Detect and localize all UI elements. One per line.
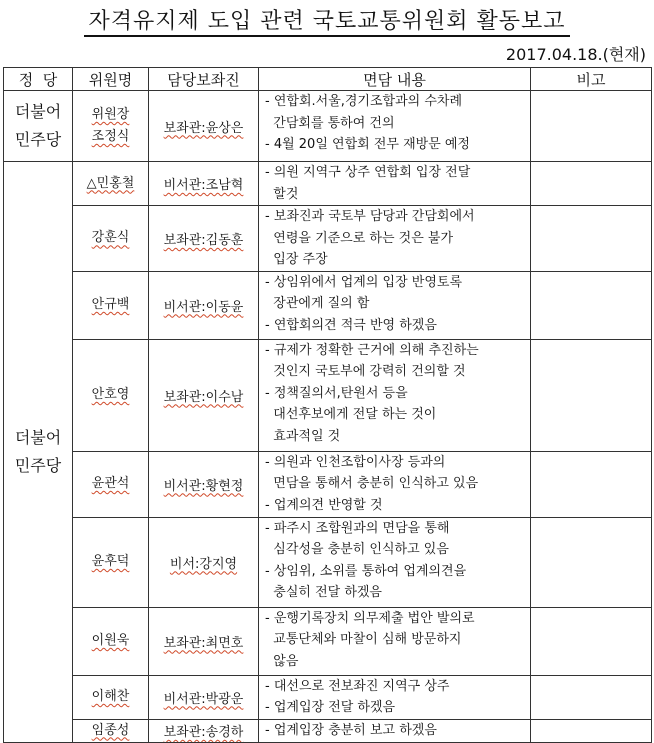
member-cell	[73, 451, 149, 517]
document-title: 자격유지제 도입 관련 국토교통위원회 활동보고	[0, 4, 654, 34]
content-cell	[259, 206, 531, 272]
table-row	[4, 271, 652, 339]
aide-name: 비서관:박광운	[163, 691, 244, 707]
member-cell	[73, 162, 149, 206]
header-aide: 담당보좌진	[149, 68, 259, 91]
content-line: 연령을 기준으로 하는 것은 불가	[265, 230, 454, 246]
aide-name: 비서:강지영	[169, 556, 238, 572]
aide-name: 비서관:황현정	[163, 478, 244, 494]
table-row	[4, 162, 652, 206]
content-line: - 보좌진과 국토부 담당과 간담회에서	[265, 209, 475, 224]
aide-cell	[149, 206, 259, 272]
content-cell	[259, 451, 531, 517]
note-cell	[531, 206, 652, 272]
member-name: 안호영	[91, 387, 130, 402]
report-date: 2017.04.18.(현재)	[505, 45, 646, 64]
content-line: - 업계의견 반영할 것	[265, 497, 383, 513]
content-line: - 연합회의견 적극 반영 하겠음	[265, 317, 437, 333]
table-row	[4, 675, 652, 719]
header-party: 정 당	[4, 68, 73, 91]
table-row	[4, 451, 652, 517]
member-name: 위원장	[91, 107, 130, 122]
content-line: - 4월 20일 연합회 전무 재방문 예정	[265, 137, 470, 152]
content-cell	[259, 719, 531, 742]
table-row	[4, 206, 652, 272]
member-cell	[73, 271, 149, 339]
table-row	[4, 607, 652, 675]
member-cell	[73, 675, 149, 719]
content-line: 않음	[265, 653, 299, 669]
content-line: 충실히 전달 하겠음	[265, 585, 382, 600]
aide-name: 비서관:이동윤	[163, 299, 244, 315]
content-line: - 연합회.서울,경기조합과의 수차례	[265, 94, 463, 109]
aide-name: 보좌관:윤상은	[163, 120, 244, 136]
member-cell	[73, 719, 149, 742]
aide-name: 보좌관:이수남	[163, 389, 244, 405]
member-cell	[73, 206, 149, 272]
content-line: 입장 주장	[265, 252, 328, 267]
member-name: 강훈식	[91, 230, 130, 246]
table-row	[4, 91, 652, 162]
aide-cell	[149, 719, 259, 742]
member-name: 임종성	[91, 722, 130, 738]
content-line: 교통단체와 마찰이 심해 방문하지	[265, 632, 462, 647]
content-cell	[259, 271, 531, 339]
aide-cell	[149, 339, 259, 451]
member-name: 조정식	[91, 129, 130, 144]
content-line: 심각성을 충분히 인식하고 있음	[265, 542, 449, 557]
content-cell	[259, 517, 531, 607]
member-name: 이원욱	[91, 633, 130, 648]
note-cell	[531, 162, 652, 206]
content-line: - 업계입장 전달 하겠음	[265, 700, 396, 715]
header-member: 위원명	[73, 68, 149, 91]
member-name: 이해찬	[91, 689, 130, 704]
content-line: - 상임위에서 업계의 입장 반영토록	[265, 274, 463, 290]
aide-cell	[149, 517, 259, 607]
content-line: 간담회를 통하여 건의	[265, 115, 395, 131]
aide-name: 보좌관:최면호	[163, 635, 244, 651]
content-line: 효과적일 것	[265, 428, 341, 444]
party-label: 민주당	[14, 455, 62, 475]
content-line: 장관에게 질의 함	[265, 296, 370, 311]
note-cell	[531, 91, 652, 162]
content-line: - 의원과 인천조합이사장 등과의	[265, 454, 446, 470]
note-cell	[531, 675, 652, 719]
content-cell	[259, 675, 531, 719]
header-content: 면담 내용	[259, 68, 531, 91]
content-line: 면담을 통해서 충분히 인식하고 있음	[265, 476, 479, 491]
aide-cell	[149, 607, 259, 675]
content-line: - 의원 지역구 상주 연합회 입장 전달	[265, 165, 471, 180]
content-cell	[259, 339, 531, 451]
member-cell	[73, 517, 149, 607]
aide-cell	[149, 162, 259, 206]
content-line: - 업계입장 충분히 보고 하겠음	[265, 722, 437, 738]
header-row	[4, 68, 652, 91]
note-cell	[531, 339, 652, 451]
activity-table	[3, 67, 652, 743]
aide-cell	[149, 271, 259, 339]
content-line: 할것	[265, 186, 299, 202]
aide-name: 보좌관:송경하	[163, 725, 244, 740]
content-line: - 대선으로 전보좌진 지역구 상주	[265, 678, 450, 694]
content-line: 것인지 국토부에 강력히 건의할 것	[265, 364, 466, 379]
member-name: 윤후덕	[91, 554, 130, 569]
content-cell	[259, 91, 531, 162]
aide-name: 보좌관:김동훈	[163, 232, 244, 248]
member-cell	[73, 607, 149, 675]
party-cell	[4, 162, 73, 743]
table-row	[4, 339, 652, 451]
content-cell	[259, 607, 531, 675]
table-row	[4, 517, 652, 607]
table-row	[4, 719, 652, 742]
member-cell	[73, 91, 149, 162]
content-line: - 운행기록장치 의무제출 법안 발의로	[265, 610, 475, 626]
party-label: 더불어	[14, 427, 62, 447]
member-name: 윤관석	[91, 476, 130, 491]
aide-cell	[149, 91, 259, 162]
note-cell	[531, 719, 652, 742]
header-note: 비고	[531, 68, 652, 91]
aide-cell	[149, 675, 259, 719]
note-cell	[531, 607, 652, 675]
party-label: 더불어	[14, 102, 62, 121]
aide-name: 비서관:조남혁	[163, 178, 244, 193]
note-cell	[531, 451, 652, 517]
content-line: - 파주시 조합원과의 면담을 통해	[265, 520, 450, 536]
member-cell	[73, 339, 149, 451]
member-name: 안규백	[91, 297, 130, 312]
content-line: - 상임위, 소위를 통하여 업계의견을	[265, 563, 467, 579]
content-line: - 정책질의서,탄원서 등을	[265, 385, 408, 401]
content-line: 대선후보에게 전달 하는 것이	[265, 407, 437, 422]
table-body	[4, 68, 652, 743]
note-cell	[531, 517, 652, 607]
content-cell	[259, 162, 531, 206]
content-line: - 규제가 정확한 근거에 의해 추진하는	[265, 342, 479, 358]
party-label: 민주당	[14, 130, 62, 149]
note-cell	[531, 271, 652, 339]
party-cell	[4, 91, 73, 162]
member-name: △민홍철	[86, 175, 135, 191]
aide-cell	[149, 451, 259, 517]
